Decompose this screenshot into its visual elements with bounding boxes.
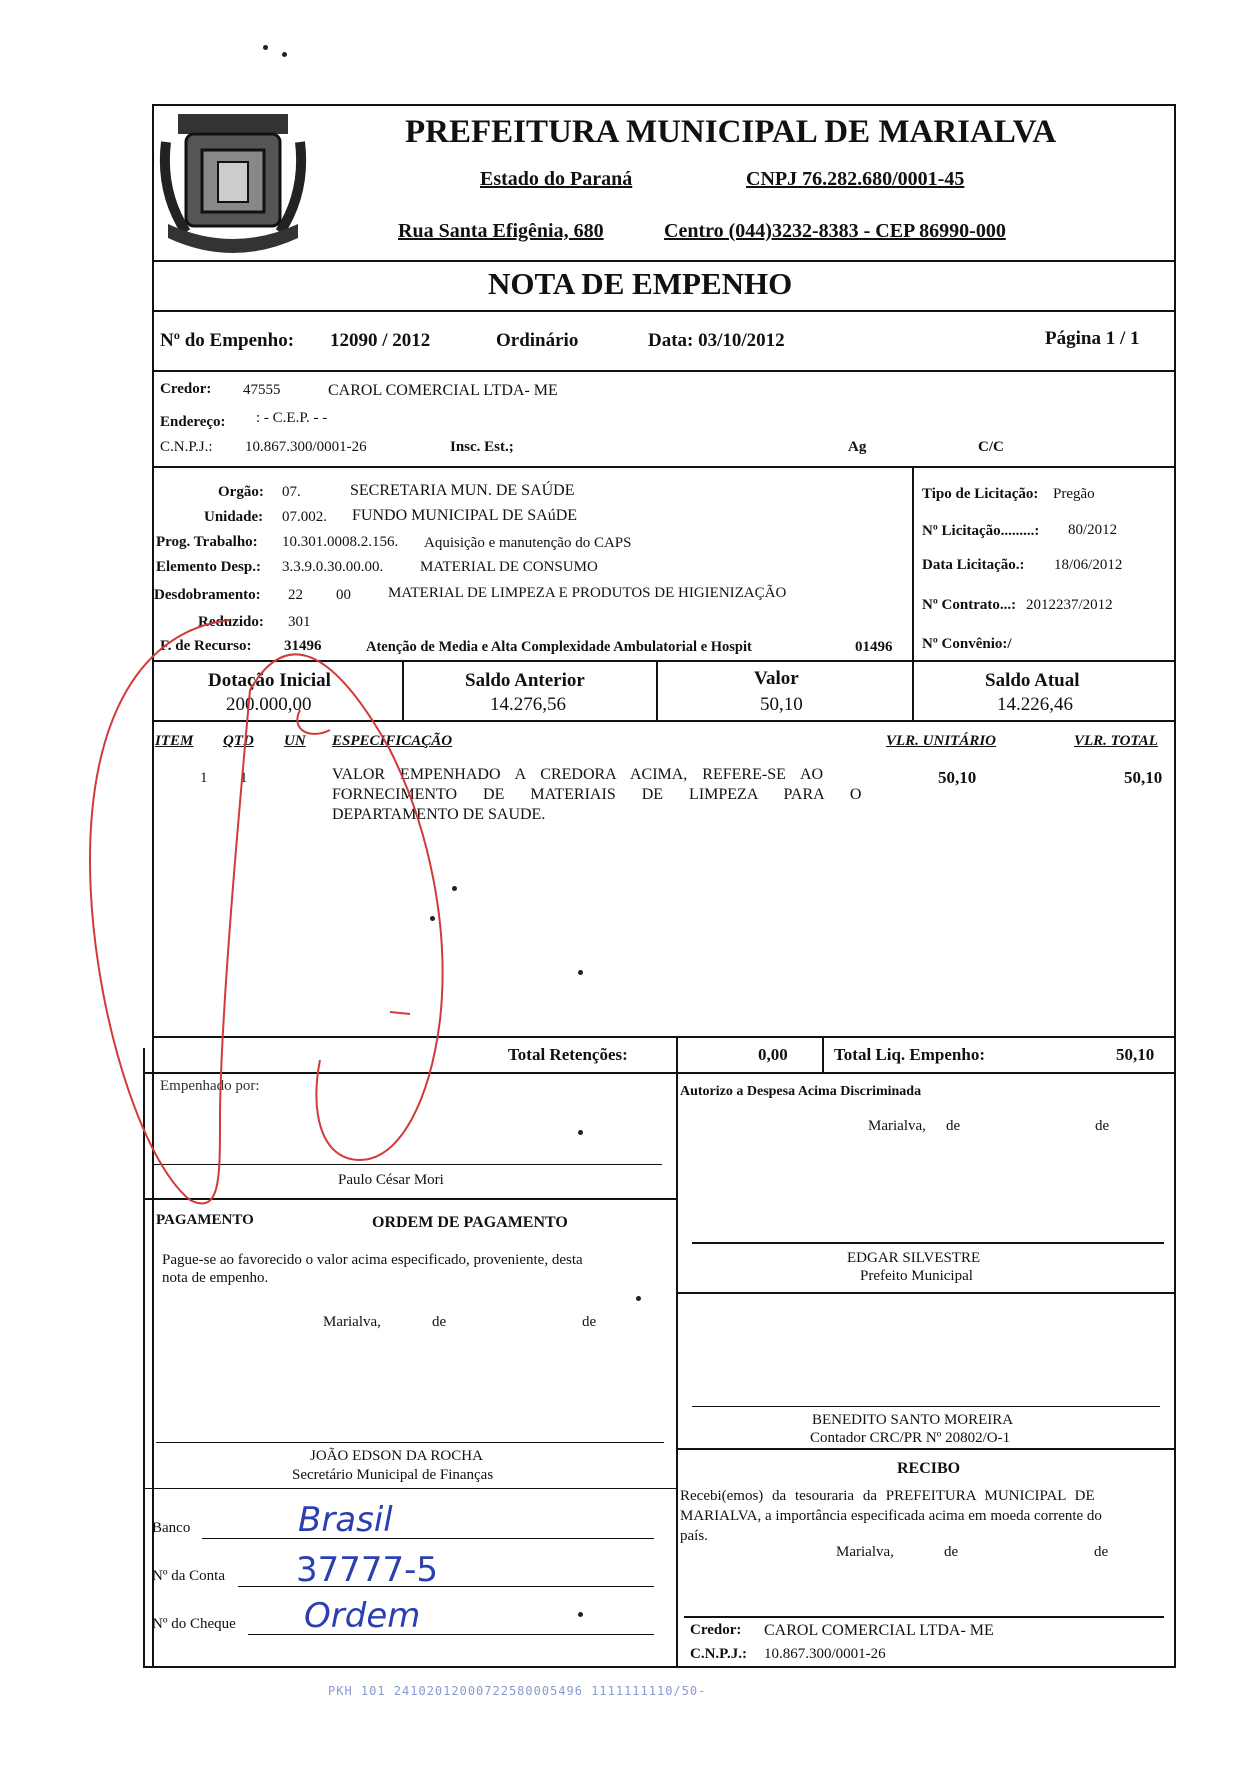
scan-speck (578, 1612, 583, 1617)
recurso-code-right: 01496 (855, 639, 893, 655)
empenho-number: 12090 / 2012 (330, 330, 431, 351)
item-vlr-unitario: 50,10 (938, 768, 977, 787)
empenho-page: Página 1 / 1 (1045, 328, 1140, 349)
scan-speck (578, 1130, 583, 1135)
item-description-line1: VALOR EMPENHADO A CREDORA ACIMA, REFERE-SE AO (332, 766, 824, 783)
footer-barcode-text: PKH 101 24102012000722580005496 1111111110/50- (328, 1684, 707, 1698)
header-state: Estado do Paraná (480, 168, 633, 190)
empenhado-por-name: Paulo César Mori (338, 1172, 444, 1188)
items-header-item: ITEM (155, 733, 194, 749)
secretario-role: Secretário Municipal de Finanças (292, 1467, 494, 1483)
pagamento-place: Marialva, (323, 1314, 381, 1330)
header-title: PREFEITURA MUNICIPAL DE MARIALVA (405, 114, 1057, 150)
scan-speck (636, 1296, 641, 1301)
total-retencoes-label: Total Retenções: (508, 1045, 628, 1064)
recibo-cnpj-label: C.N.P.J.: (690, 1646, 747, 1662)
scan-speck (452, 886, 457, 891)
divider (152, 370, 1176, 372)
valor-label: Valor (754, 668, 799, 689)
convenio-label: Nº Convênio:/ (922, 636, 1012, 652)
pagamento-label: PAGAMENTO (156, 1212, 254, 1228)
prog-trabalho-code: 10.301.0008.2.156. (282, 534, 399, 550)
endereco-value: : - C.E.P. - - (256, 410, 328, 426)
data-licitacao-label: Data Licitação.: (922, 557, 1025, 573)
banco-line (202, 1538, 654, 1539)
endereco-label: Endereço: (160, 414, 226, 430)
credor-cnpj-label: C.N.P.J.: (160, 439, 213, 455)
recibo-title: RECIBO (897, 1460, 961, 1477)
items-header-especificacao: ESPECIFICAÇÃO (332, 733, 453, 749)
recurso-label: F. de Recurso: (160, 638, 252, 654)
insc-est-label: Insc. Est.; (450, 439, 514, 455)
secretario-name: JOÃO EDSON DA ROCHA (310, 1448, 483, 1464)
items-header-vlr-unitario: VLR. UNITÁRIO (886, 733, 997, 749)
saldo-anterior-value: 14.276,56 (490, 694, 566, 715)
divider (143, 1488, 676, 1489)
divider (152, 466, 1176, 468)
orgao-code: 07. (282, 484, 301, 500)
dotacao-inicial-label: Dotação Inicial (208, 670, 331, 691)
prefeito-signature-line (692, 1242, 1164, 1244)
divider (152, 260, 1176, 262)
recibo-place: Marialva, (836, 1544, 894, 1560)
prog-trabalho-label: Prog. Trabalho: (156, 534, 258, 550)
recibo-signature-line (684, 1616, 1164, 1618)
items-header-un: UN (284, 733, 306, 749)
unidade-name: FUNDO MUNICIPAL DE SAúDE (352, 507, 578, 524)
autorizo-de-2: de (1095, 1118, 1110, 1134)
banco-label: Banco (152, 1520, 191, 1536)
conta-handwritten-value: 37777-5 (296, 1550, 439, 1590)
total-liq-empenho-label: Total Liq. Empenho: (834, 1045, 985, 1064)
document-title: NOTA DE EMPENHO (488, 266, 793, 301)
contador-name: BENEDITO SANTO MOREIRA (812, 1412, 1014, 1428)
autorizo-de-1: de (946, 1118, 961, 1134)
scan-speck (430, 916, 435, 921)
recibo-cnpj-value: 10.867.300/0001-26 (764, 1646, 886, 1662)
header-address: Rua Santa Efigênia, 680 (398, 220, 604, 242)
divider (676, 1292, 1176, 1294)
secretario-signature-line (156, 1442, 664, 1443)
scan-speck (578, 970, 583, 975)
prog-trabalho-name: Aquisição e manutenção do CAPS (424, 535, 632, 551)
recibo-text-line3: país. (680, 1528, 708, 1544)
header-district-phone-cep: Centro (044)3232-8383 - CEP 86990-000 (664, 220, 1006, 242)
elemento-desp-label: Elemento Desp.: (156, 559, 261, 575)
divider (656, 660, 658, 720)
cc-label: C/C (978, 439, 1004, 455)
item-qtd: 1 (240, 770, 248, 786)
ordem-pagamento-label: ORDEM DE PAGAMENTO (372, 1214, 568, 1231)
empenho-number-label: Nº do Empenho: (160, 330, 295, 351)
reduzido-label: Reduzido: (198, 614, 264, 630)
cheque-handwritten-value: Ordem (304, 1596, 421, 1636)
tipo-licitacao-label: Tipo de Licitação: (922, 486, 1039, 502)
saldo-atual-label: Saldo Atual (985, 670, 1080, 691)
autorizo-place: Marialva, (868, 1118, 926, 1134)
credor-label: Credor: (160, 381, 212, 397)
items-header-qtd: QTD (223, 733, 254, 749)
item-number: 1 (200, 770, 208, 786)
divider (912, 660, 914, 720)
total-retencoes-value: 0,00 (758, 1045, 788, 1064)
red-pen-loop-annotation (80, 600, 500, 1220)
desdobramento-code-b: 00 (336, 587, 351, 603)
divider (676, 1036, 678, 1072)
items-header-vlr-total: VLR. TOTAL (1074, 733, 1158, 749)
divider (676, 1448, 1176, 1450)
elemento-desp-name: MATERIAL DE CONSUMO (420, 559, 598, 575)
desdobramento-name: MATERIAL DE LIMPEZA E PRODUTOS DE HIGIENIZAÇÃO (388, 585, 787, 601)
autorizo-label: Autorizo a Despesa Acima Discriminada (680, 1084, 922, 1099)
empenho-date: Data: 03/10/2012 (648, 330, 785, 351)
contador-signature-line (692, 1406, 1160, 1407)
dotacao-inicial-value: 200.000,00 (226, 694, 312, 715)
recibo-credor-name: CAROL COMERCIAL LTDA- ME (764, 1622, 994, 1639)
numero-licitacao-label: Nº Licitação.........: (922, 523, 1040, 539)
item-description-line3: DEPARTAMENTO DE SAUDE. (332, 806, 546, 823)
divider (676, 1072, 678, 1668)
recurso-code: 31496 (284, 638, 322, 654)
orgao-name: SECRETARIA MUN. DE SAÚDE (350, 482, 575, 499)
recibo-credor-label: Credor: (690, 1622, 742, 1638)
valor-value: 50,10 (760, 694, 803, 715)
municipal-coat-of-arms-logo (158, 112, 308, 260)
recibo-text-line1: Recebi(emos) da tesouraria da PREFEITURA MUNICIPAL DE (680, 1488, 1095, 1504)
divider (822, 1036, 824, 1072)
data-licitacao-value: 18/06/2012 (1054, 557, 1123, 573)
credor-name: CAROL COMERCIAL LTDA- ME (328, 382, 558, 399)
ag-label: Ag (848, 439, 867, 455)
saldo-anterior-label: Saldo Anterior (465, 670, 585, 691)
pagamento-de-1: de (432, 1314, 447, 1330)
orgao-label: Orgão: (218, 484, 264, 500)
item-description-line2: FORNECIMENTO DE MATERIAIS DE LIMPEZA PARA O (332, 786, 862, 803)
numero-licitacao-value: 80/2012 (1068, 522, 1118, 538)
credor-code: 47555 (243, 382, 281, 398)
pagamento-text-line1: Pague-se ao favorecido o valor acima especificado, proveniente, desta (162, 1252, 583, 1268)
total-liq-empenho-value: 50,10 (1116, 1045, 1155, 1064)
contador-role: Contador CRC/PR Nº 20802/O-1 (810, 1430, 1011, 1446)
scan-speck (282, 52, 287, 57)
credor-cnpj: 10.867.300/0001-26 (245, 439, 367, 455)
reduzido-code: 301 (288, 614, 311, 630)
banco-handwritten-value: Brasil (298, 1500, 393, 1540)
recibo-de-1: de (944, 1544, 959, 1560)
scan-speck (263, 45, 268, 50)
empenhado-por-label: Empenhado por: (160, 1078, 260, 1094)
divider (912, 466, 914, 660)
contrato-label: Nº Contrato...: (922, 597, 1017, 613)
saldo-atual-value: 14.226,46 (997, 694, 1073, 715)
desdobramento-code-a: 22 (288, 587, 303, 603)
header-cnpj: CNPJ 76.282.680/0001-45 (746, 168, 965, 190)
pagamento-text-line2: nota de empenho. (162, 1270, 269, 1286)
item-vlr-total: 50,10 (1124, 768, 1163, 787)
unidade-code: 07.002. (282, 509, 327, 525)
tipo-licitacao-value: Pregão (1053, 486, 1095, 502)
divider (152, 310, 1176, 312)
empenho-type: Ordinário (496, 330, 579, 351)
recibo-text-line2: MARIALVA, a importância especificada acima em moeda corrente do (680, 1508, 1102, 1524)
unidade-label: Unidade: (204, 509, 264, 525)
pagamento-de-2: de (582, 1314, 597, 1330)
cheque-label: Nº do Cheque (152, 1616, 236, 1632)
contrato-value: 2012237/2012 (1026, 597, 1113, 613)
prefeito-role: Prefeito Municipal (860, 1268, 973, 1284)
desdobramento-label: Desdobramento: (154, 587, 261, 603)
prefeito-name: EDGAR SILVESTRE (847, 1250, 981, 1266)
recurso-name: Atenção de Media e Alta Complexidade Ambulatorial e Hospit (366, 639, 752, 655)
recibo-de-2: de (1094, 1544, 1109, 1560)
conta-label: Nº da Conta (152, 1568, 225, 1584)
elemento-desp-code: 3.3.9.0.30.00.00. (282, 559, 384, 575)
